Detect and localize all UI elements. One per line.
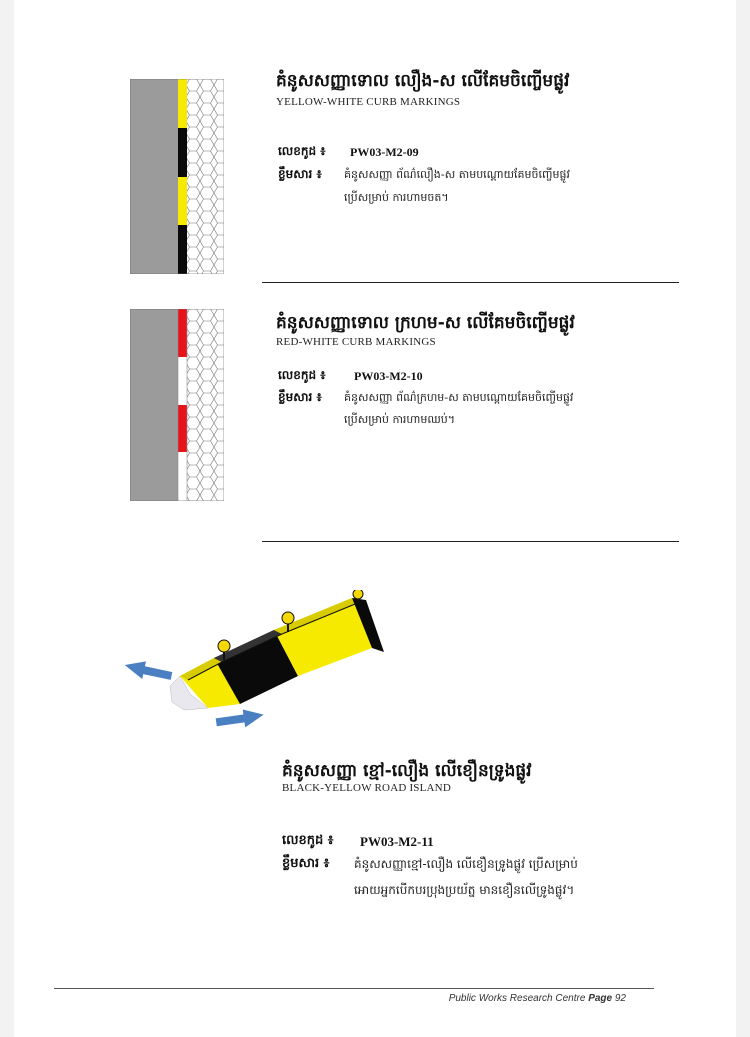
meaning-line-1: គំនូសសញ្ញាខ្មៅ-លឿង លើខឿនទ្រូងផ្លូវ ប្រើសម្រាប់ xyxy=(354,857,578,871)
item-title-km: គំនូសសញ្ញា ខ្មៅ-លឿង លើខឿនទ្រូងផ្លូវ xyxy=(282,761,532,781)
section-divider xyxy=(262,541,679,542)
left-arrow-icon xyxy=(123,657,174,685)
code-label: លេខកូដ ៖ xyxy=(278,144,326,158)
item-title-en: BLACK-YELLOW ROAD ISLAND xyxy=(282,782,451,794)
meaning-label: ខ្លឹមសារ ៖ xyxy=(278,390,322,404)
item-title-en: RED-WHITE CURB MARKINGS xyxy=(276,336,436,348)
item-title-km: គំនូសសញ្ញាទោល លឿង-ស លើគែមចិញ្ចើមផ្លូវ xyxy=(276,71,570,91)
meaning-label: ខ្លឹមសារ ៖ xyxy=(278,167,322,181)
item-title-km: គំនូសសញ្ញាទោល ក្រហម-ស លើគែមចិញ្ចើមផ្លូវ xyxy=(276,313,575,333)
road-island-illustration xyxy=(122,590,384,730)
document-page xyxy=(14,0,736,1037)
footer-org: Public Works Research Centre xyxy=(448,993,586,1004)
meaning-line-2: ប្រើសម្រាប់ ការហាមចត។ xyxy=(344,191,449,204)
item-code: PW03-M2-09 xyxy=(350,145,419,159)
meaning-line-1: គំនូសសញ្ញា ព័ណ៌លឿង-ស តាមបណ្តោយគែមចិញ្ចើមផ្លូវ xyxy=(344,168,570,181)
meaning-line-1: គំនូសសញ្ញា ព័ណ៌ក្រហម-ស តាមបណ្តោយគែមចិញ្ចើមផ្លូវ xyxy=(344,391,574,404)
item-title-en: YELLOW-WHITE CURB MARKINGS xyxy=(276,96,461,108)
footer-divider xyxy=(54,988,654,989)
right-arrow-icon xyxy=(215,707,265,730)
red-white-curb-illustration xyxy=(130,309,224,501)
meaning-line-2: អោយអ្នកបើកបរប្រុងប្រយ័ត្ន មានខឿនលើទ្រូងផ្លូវ។ xyxy=(354,883,575,897)
meaning-label: ខ្លឹមសារ ៖ xyxy=(282,856,330,871)
item-code: PW03-M2-11 xyxy=(360,834,434,849)
meaning-line-2: ប្រើសម្រាប់ ការហាមឈប់។ xyxy=(344,413,456,426)
item-code: PW03-M2-10 xyxy=(354,369,423,383)
code-label: លេខកូដ ៖ xyxy=(278,368,326,382)
footer-page-label: Page xyxy=(588,993,613,1004)
footer-page-number: 92 xyxy=(614,993,626,1004)
section-divider xyxy=(262,282,679,283)
code-label: លេខកូដ ៖ xyxy=(282,833,334,848)
yellow-white-curb-illustration xyxy=(130,79,224,274)
page-footer xyxy=(449,993,626,1004)
